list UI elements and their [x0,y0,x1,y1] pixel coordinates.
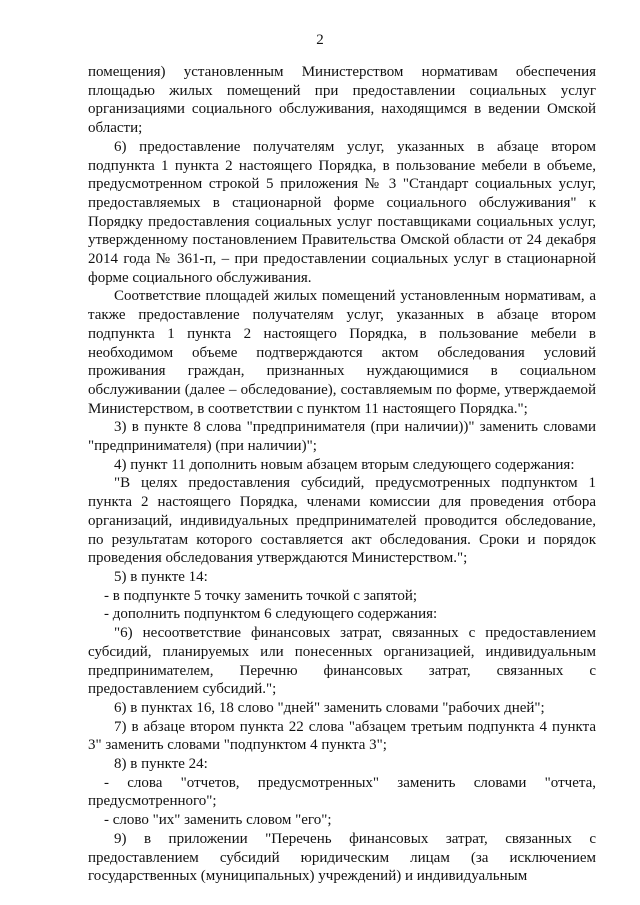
paragraph-item-9: 9) в приложении "Перечень финансовых затрат, связанных с предоставлением субсидий юридическим лицам (за исключением государственных (муниципальных) учреждений) и индивидуальным [88,830,596,885]
paragraph-subitem-5-dash-2: - дополнить подпунктом 6 следующего содержания: [104,606,438,623]
paragraph-subitem-8-dash-2: - слово "их" заменить словом "его"; [104,812,332,829]
paragraph-quote-6: "6) несоответствие финансовых затрат, связанных с предоставлением субсидий, планируемых или понесенных организацией, индивидуальным предпринимателем, Перечню финансовых затрат, связанных с предоставлением субсидий."; [88,625,596,698]
paragraph-item-6: 6) предоставление получателям услуг, указанных в абзаце втором подпункта 1 пункта 2 настоящего Порядка, в пользование мебели в объеме, предусмотренном строкой 5 приложения № 3 "Стандарт социальных услуг, предоставляемых в стационарной форме социального обслуживания" к Порядку предоставления социальных услуг поставщиками социальных услуг, утвержденному постановлением Правительства Омской области от 24 декабря 2014 года № 361-п, – при предоставлении социальных услуг в стационарной форме социального обслуживания. [88,138,596,286]
page-number: 2 [316,32,324,48]
paragraph-item-4: 4) пункт 11 дополнить новым абзацем вторым следующего содержания: [114,456,575,473]
paragraph-continuation: помещения) установленным Министерством нормативам обеспечения площадью жилых помещений при предоставлении социальных услуг организациями социального обслуживания, находящимся в ведении Омской области; [88,64,596,137]
paragraph-item-8: 8) в пункте 24: [114,756,208,773]
paragraph-item-6-days: 6) в пунктах 16, 18 слово "дней" заменить словами "рабочих дней"; [114,699,545,716]
paragraph-subitem-8-dash-1: - слова "отчетов, предусмотренных" заменить словами "отчета, предусмотренного"; [88,774,596,810]
paragraph-quote-subsidies: "В целях предоставления субсидий, предусмотренных подпунктом 1 пункта 2 настоящего Порядка, членами комиссии для проведения отбора организаций, индивидуальных предпринимателей проводится обследование, по результатам которого составляется акт обследования. Сроки и порядок проведения обследования утверждаются Министерством."; [88,475,596,567]
paragraph-item-5: 5) в пункте 14: [114,568,208,585]
paragraph-compliance: Соответствие площадей жилых помещений установленным нормативам, а также предоставление получателям услуг, указанных в абзаце втором подпункта 1 пункта 2 настоящего Порядка, в пользование мебели в необходимом объеме подтверждаются актом обследования условий проживания граждан, признанных нуждающимися в социальном обслуживании (далее – обследование), составляемым по форме, утверждаемой Министерством, в соответствии с пунктом 11 настоящего Порядка."; [88,288,596,417]
paragraph-item-3: 3) в пункте 8 слова "предпринимателя (при наличии))" заменить словами "предпринимателя) (при наличии)"; [88,419,596,455]
paragraph-item-7: 7) в абзаце втором пункта 22 слова "абзацем третьим подпункта 4 пункта 3" заменить словами "подпунктом 4 пункта 3"; [88,718,596,754]
document-body [88,63,596,886]
paragraph-subitem-5-dash-1: - в подпункте 5 точку заменить точкой с запятой; [104,587,418,604]
